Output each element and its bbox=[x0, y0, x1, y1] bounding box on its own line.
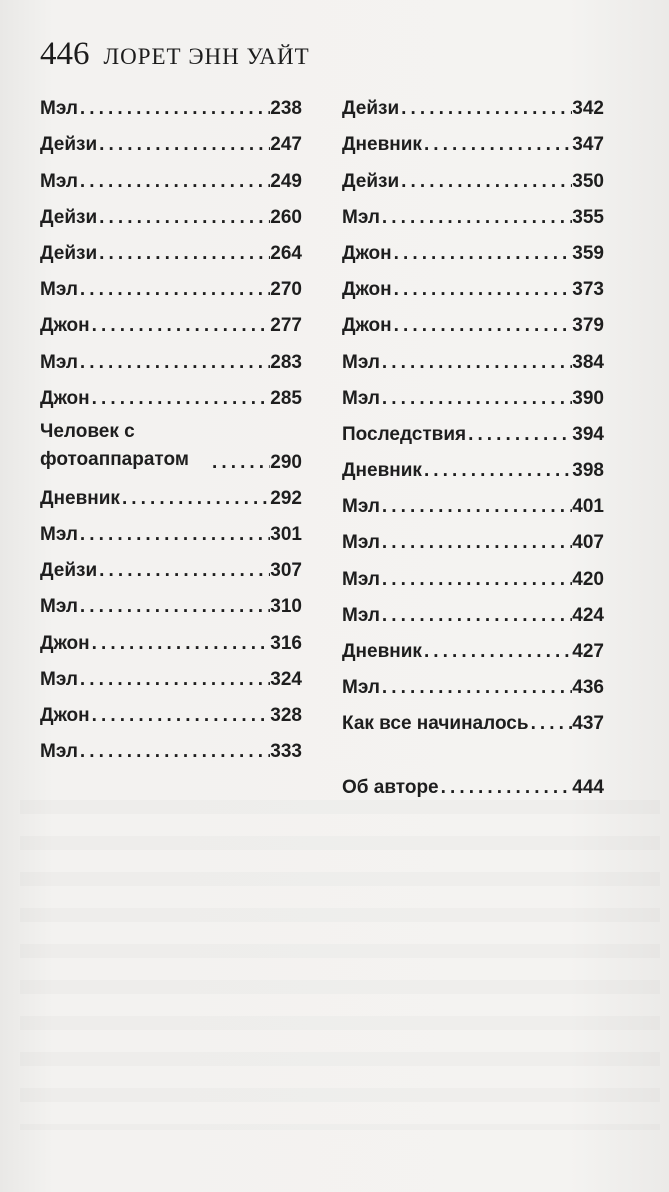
toc-entry-title: Джон bbox=[40, 705, 90, 726]
toc-entry-title: Мэл bbox=[40, 596, 78, 618]
toc-entry-title: Мэл bbox=[40, 98, 78, 120]
toc-entry-page: 379 bbox=[572, 315, 604, 337]
toc-entry bbox=[40, 301, 302, 337]
leader-dots bbox=[97, 134, 270, 156]
toc-entry-page: 384 bbox=[572, 351, 604, 373]
toc-entry bbox=[342, 554, 604, 590]
toc-entry-title: Мэл bbox=[342, 496, 380, 518]
toc-entry bbox=[342, 193, 604, 229]
toc-entry-title: Как все начиналось bbox=[342, 713, 529, 735]
toc-entry bbox=[342, 337, 604, 373]
toc-entry bbox=[342, 591, 604, 627]
toc-entry-title: Джон bbox=[342, 279, 392, 301]
toc-entry-page: 307 bbox=[270, 560, 302, 582]
leader-dots bbox=[90, 388, 271, 410]
toc-entry bbox=[342, 120, 604, 156]
leader-dots bbox=[439, 777, 573, 799]
toc-entry-title: Мэл bbox=[40, 741, 78, 763]
toc-entry-title: Мэл bbox=[40, 279, 78, 301]
toc-entry-page: 301 bbox=[270, 524, 302, 546]
toc-entry bbox=[40, 582, 302, 618]
leader-dots bbox=[78, 596, 270, 618]
toc-entry bbox=[40, 510, 302, 546]
leader-dots bbox=[422, 641, 572, 663]
leader-dots bbox=[78, 279, 270, 301]
leader-dots bbox=[120, 488, 270, 510]
page-header bbox=[40, 36, 310, 76]
leader-dots bbox=[380, 496, 572, 518]
running-title: ЛОРЕТ ЭНН УАЙТ bbox=[103, 44, 310, 69]
toc-entry bbox=[40, 546, 302, 582]
toc-entry-page: 247 bbox=[270, 134, 302, 156]
leader-dots bbox=[422, 460, 572, 482]
toc-entry-title: Мэл bbox=[342, 532, 380, 554]
toc-entry-title: Мэл bbox=[342, 604, 380, 626]
leader-dots bbox=[97, 207, 270, 229]
toc-entry-page: 292 bbox=[270, 487, 302, 509]
toc-entry-page: 444 bbox=[572, 776, 604, 798]
toc-entry-page: 316 bbox=[270, 632, 302, 654]
leader-dots bbox=[78, 741, 270, 763]
toc-entry-page: 427 bbox=[572, 641, 604, 662]
toc-entry-title: Дейзи bbox=[40, 206, 98, 228]
toc-entry-page: 407 bbox=[572, 532, 604, 554]
leader-dots bbox=[380, 352, 572, 374]
leader-dots bbox=[466, 424, 572, 446]
toc-entry-title: Мэл bbox=[342, 677, 380, 699]
leader-dots bbox=[380, 207, 572, 229]
toc-entry-title: Джон bbox=[40, 632, 90, 654]
toc-entry bbox=[342, 229, 604, 265]
leader-dots bbox=[529, 713, 573, 735]
toc-entry bbox=[342, 265, 604, 301]
toc-entry-title: Джон bbox=[40, 315, 90, 337]
toc-entry bbox=[342, 84, 604, 120]
leader-dots bbox=[392, 243, 573, 265]
toc-entry-title: Человек с фотоаппаратом bbox=[40, 420, 189, 470]
toc-entry-page: 359 bbox=[572, 242, 604, 264]
toc-entry bbox=[40, 474, 302, 510]
leader-dots bbox=[422, 134, 572, 156]
toc-entry bbox=[40, 727, 302, 763]
toc-entry bbox=[40, 193, 302, 229]
toc-entry-title: Мэл bbox=[40, 170, 78, 192]
toc-entry-page: 436 bbox=[572, 677, 604, 699]
toc-entry-page: 324 bbox=[270, 668, 302, 690]
toc-entry-page: 420 bbox=[572, 568, 604, 590]
leader-dots bbox=[380, 388, 572, 410]
toc-entry-page: 424 bbox=[572, 604, 604, 626]
toc-entry-page: 270 bbox=[270, 279, 302, 301]
toc-entry-title: Мэл bbox=[40, 351, 78, 373]
leader-dots bbox=[380, 569, 572, 591]
toc-column-left bbox=[40, 84, 302, 763]
toc-entry bbox=[40, 120, 302, 156]
toc-entry bbox=[40, 265, 302, 301]
toc-entry-title: Джон bbox=[40, 387, 90, 409]
toc-entry bbox=[342, 374, 604, 410]
toc-entry-title: Дейзи bbox=[342, 98, 400, 120]
toc-entry-page: 394 bbox=[572, 423, 604, 445]
toc-entry-page: 373 bbox=[572, 279, 604, 301]
leader-dots bbox=[97, 243, 270, 265]
toc-entry bbox=[342, 410, 604, 446]
toc-entry-title: Мэл bbox=[342, 568, 380, 590]
bleed-through-texture bbox=[20, 800, 660, 1130]
leader-dots bbox=[97, 560, 270, 582]
page-number: 446 bbox=[40, 36, 90, 72]
toc-entry-page: 290 bbox=[270, 451, 302, 473]
toc-entry bbox=[40, 618, 302, 654]
toc-entry-page: 350 bbox=[572, 170, 604, 192]
toc-entry bbox=[40, 337, 302, 373]
leader-dots bbox=[392, 315, 573, 337]
leader-dots bbox=[380, 532, 572, 554]
toc-entry-title: Мэл bbox=[40, 668, 78, 690]
toc-entry-page: 390 bbox=[572, 387, 604, 409]
toc-entry-page: 249 bbox=[270, 170, 302, 192]
toc-entry bbox=[342, 699, 604, 735]
toc-entry-page: 347 bbox=[572, 134, 604, 156]
toc-entry bbox=[342, 446, 604, 482]
toc-entry bbox=[342, 762, 604, 798]
toc-entry-title: Дейзи bbox=[40, 134, 98, 156]
leader-dots bbox=[380, 677, 572, 699]
leader-dots bbox=[399, 98, 572, 120]
leader-dots bbox=[90, 705, 271, 727]
toc-entry bbox=[342, 518, 604, 554]
toc-entry-title: Мэл bbox=[342, 206, 380, 228]
toc-entry bbox=[342, 482, 604, 518]
leader-dots bbox=[78, 352, 270, 374]
toc-entry-title: Джон bbox=[342, 242, 392, 264]
toc-entry-page: 264 bbox=[270, 242, 302, 264]
toc-entry-page: 328 bbox=[270, 705, 302, 726]
leader-dots bbox=[78, 669, 270, 691]
toc-column-right bbox=[342, 84, 604, 799]
toc-entry-title: Дейзи bbox=[40, 242, 98, 264]
toc-entry bbox=[342, 156, 604, 192]
toc-entry-page: 310 bbox=[270, 596, 302, 618]
toc-entry bbox=[40, 410, 302, 474]
toc-entry-page: 283 bbox=[270, 351, 302, 373]
leader-dots bbox=[380, 605, 572, 627]
toc-entry-title: Джон bbox=[342, 315, 392, 337]
toc-entry-title: Дейзи bbox=[40, 560, 98, 582]
leader-dots bbox=[78, 171, 270, 193]
toc-entry-page: 260 bbox=[270, 206, 302, 228]
toc-entry bbox=[40, 655, 302, 691]
toc-entry-page: 355 bbox=[572, 206, 604, 228]
toc-entry bbox=[342, 627, 604, 663]
toc-entry bbox=[40, 84, 302, 120]
toc-entry bbox=[40, 229, 302, 265]
leader-dots bbox=[210, 452, 270, 474]
toc-entry-title: Последствия bbox=[342, 423, 467, 445]
toc-entry bbox=[342, 301, 604, 337]
toc-entry-title: Дневник bbox=[342, 134, 422, 156]
toc-entry-title: Дневник bbox=[342, 641, 422, 662]
toc-entry bbox=[40, 691, 302, 727]
toc-entry-title: Мэл bbox=[342, 387, 380, 409]
leader-dots bbox=[78, 98, 270, 120]
toc-entry-title: Дейзи bbox=[342, 170, 400, 192]
toc-entry bbox=[40, 374, 302, 410]
toc-entry-page: 285 bbox=[270, 387, 302, 409]
toc-entry bbox=[342, 663, 604, 699]
toc-entry-title: Дневник bbox=[40, 487, 120, 509]
toc-entry-page: 342 bbox=[572, 98, 604, 120]
toc-entry-page: 238 bbox=[270, 98, 302, 120]
toc-entry-page: 401 bbox=[572, 496, 604, 518]
toc-entry-page: 437 bbox=[572, 713, 604, 735]
leader-dots bbox=[90, 633, 271, 655]
toc-entry-title: Мэл bbox=[342, 351, 380, 373]
toc-entry-title: Дневник bbox=[342, 460, 422, 482]
leader-dots bbox=[90, 315, 271, 337]
leader-dots bbox=[392, 279, 573, 301]
toc-entry-page: 398 bbox=[572, 460, 604, 482]
toc-entry bbox=[40, 156, 302, 192]
leader-dots bbox=[399, 171, 572, 193]
toc-entry-title: Мэл bbox=[40, 524, 78, 546]
leader-dots bbox=[78, 524, 270, 546]
toc-entry-page: 277 bbox=[270, 315, 302, 337]
toc-entry-page: 333 bbox=[270, 741, 302, 763]
toc-entry-title: Об авторе bbox=[342, 776, 439, 798]
